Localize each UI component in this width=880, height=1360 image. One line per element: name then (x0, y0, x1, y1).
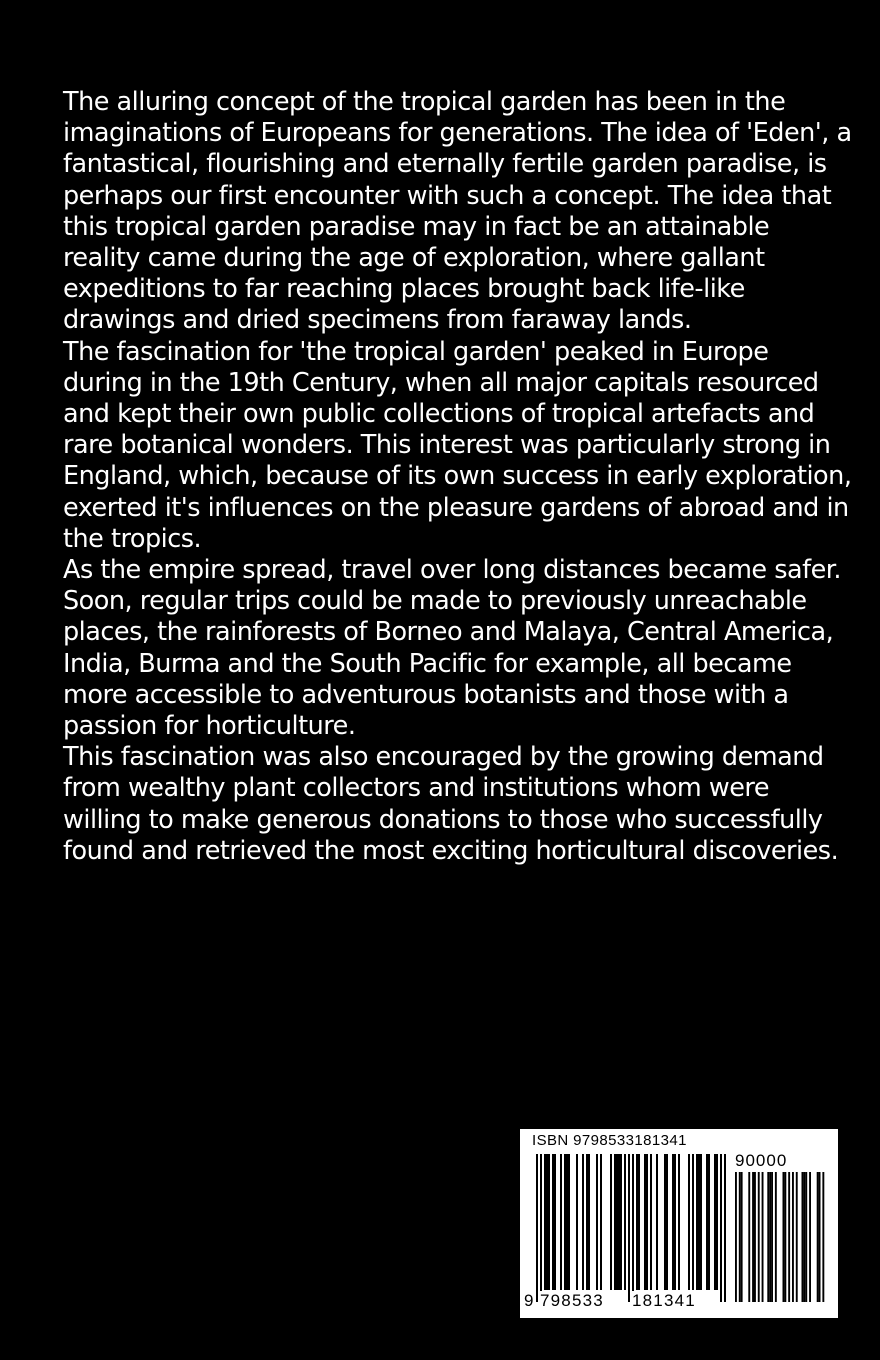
barcode-bar (618, 1154, 620, 1290)
barcode-bar (620, 1154, 622, 1290)
barcode-bar (596, 1154, 598, 1290)
addon-bar (771, 1172, 773, 1302)
barcode-bar (568, 1154, 570, 1290)
addon-bar (805, 1172, 807, 1302)
addon-bar (769, 1172, 771, 1302)
addon-bar (796, 1172, 798, 1302)
price-addon-number: 90000 (735, 1151, 788, 1170)
barcode-bar (688, 1154, 690, 1290)
barcode-bar (582, 1154, 584, 1290)
addon-bar (803, 1172, 805, 1302)
barcode-bar (664, 1154, 666, 1290)
addon-bar (784, 1172, 786, 1302)
barcode-bar (588, 1154, 590, 1290)
addon-bar (758, 1172, 760, 1302)
barcode-guard-bar (720, 1154, 722, 1302)
barcode-bar (614, 1154, 616, 1290)
addon-bar (788, 1172, 790, 1302)
barcode-bar (560, 1154, 562, 1290)
barcode-bar (674, 1154, 676, 1290)
barcode-bar (554, 1154, 556, 1290)
addon-bar (817, 1172, 819, 1302)
barcode-bar (678, 1154, 680, 1290)
blurb-paragraph-2: The fascination for 'the tropical garden' peaked in Europe during in the 19th Century, when all major capitals resourced and kept their own public collections of tropical artefacts and rare botanical wonders. This interest was particularly strong in England, which, because of its own success in early exploration, exerted it's influences on the pleasure gardens of abroad and in the tropics. (63, 336, 852, 554)
barcode-bar (692, 1154, 694, 1290)
blurb-paragraph-1: The alluring concept of the tropical garden has been in the imaginations of Europeans for generations. The idea of 'Eden', a fantastical, flourishing and eternally fertile garden paradise, is perhaps our first encounter with such a concept. The idea that this tropical garden paradise may in fact be an attainable reality came during the age of exploration, where gallant expeditions to far reaching places brought back life-like drawings and dried specimens from faraway lands. (63, 87, 852, 336)
barcode-bar (644, 1154, 646, 1290)
barcode-guard-bar (724, 1154, 726, 1302)
barcode-digit-first: 9 (524, 1291, 535, 1310)
barcode-bar (656, 1154, 658, 1290)
barcode-guard-bar (632, 1154, 634, 1302)
barcode-guard-bar (628, 1154, 630, 1302)
barcode-bar (624, 1154, 626, 1290)
barcode-bar (576, 1154, 578, 1290)
barcode-bar (716, 1154, 718, 1290)
addon-bar (739, 1172, 741, 1302)
barcode-bar (708, 1154, 710, 1290)
back-cover-blurb (63, 87, 853, 867)
ean13-barcode-bars (532, 1154, 728, 1304)
blurb-paragraph-3: As the empire spread, travel over long distances became safer. Soon, regular trips could be made to previously unreachable places, the rainforests of Borneo and Malaya, Central America, India, Burma and the South Pacific for example, all became more accessible to adventurous botanists and those with a passion for horticulture. (63, 555, 842, 742)
price-addon-bars (733, 1172, 825, 1304)
addon-bar (822, 1172, 824, 1302)
barcode-bar (616, 1154, 618, 1290)
addon-bar (748, 1172, 750, 1302)
addon-bar (767, 1172, 769, 1302)
barcode-bar (636, 1154, 638, 1290)
barcode-bar (700, 1154, 702, 1290)
barcode-bar (714, 1154, 716, 1290)
barcode-bar (698, 1154, 700, 1290)
barcode-bar (546, 1154, 548, 1290)
addon-bar (809, 1172, 811, 1302)
addon-bar (802, 1172, 804, 1302)
barcode-digit-group-left: 798533 (540, 1291, 604, 1310)
barcode-guard-bar (536, 1154, 538, 1302)
addon-bar (775, 1172, 777, 1302)
addon-bar (741, 1172, 743, 1302)
barcode-bar (610, 1154, 612, 1290)
barcode-bar (552, 1154, 554, 1290)
isbn-barcode-box (519, 1128, 839, 1319)
barcode-bar (548, 1154, 550, 1290)
addon-bar (754, 1172, 756, 1302)
barcode-digit-group-right: 181341 (632, 1291, 696, 1310)
barcode-guard-bar (540, 1154, 542, 1302)
barcode-bar (706, 1154, 708, 1290)
barcode-bar (586, 1154, 588, 1290)
addon-bar (792, 1172, 794, 1302)
barcode-bar (666, 1154, 668, 1290)
addon-bar (752, 1172, 754, 1302)
blurb-paragraph-4: This fascination was also encouraged by the growing demand from wealthy plant collectors and institutions whom were willing to make generous donations to those who successfully found and retrieved the most exciting horticultural discoveries. (63, 742, 839, 866)
barcode-bar (650, 1154, 652, 1290)
addon-bar (819, 1172, 821, 1302)
barcode-bar (544, 1154, 546, 1290)
addon-bar (762, 1172, 764, 1302)
barcode-bar (672, 1154, 674, 1290)
barcode-bar (696, 1154, 698, 1290)
addon-bar (735, 1172, 737, 1302)
isbn-label: ISBN 9798533181341 (532, 1132, 687, 1149)
barcode-bar (638, 1154, 640, 1290)
barcode-bar (600, 1154, 602, 1290)
barcode-bar (564, 1154, 566, 1290)
addon-bar (783, 1172, 785, 1302)
barcode-bar (566, 1154, 568, 1290)
barcode-bar (646, 1154, 648, 1290)
